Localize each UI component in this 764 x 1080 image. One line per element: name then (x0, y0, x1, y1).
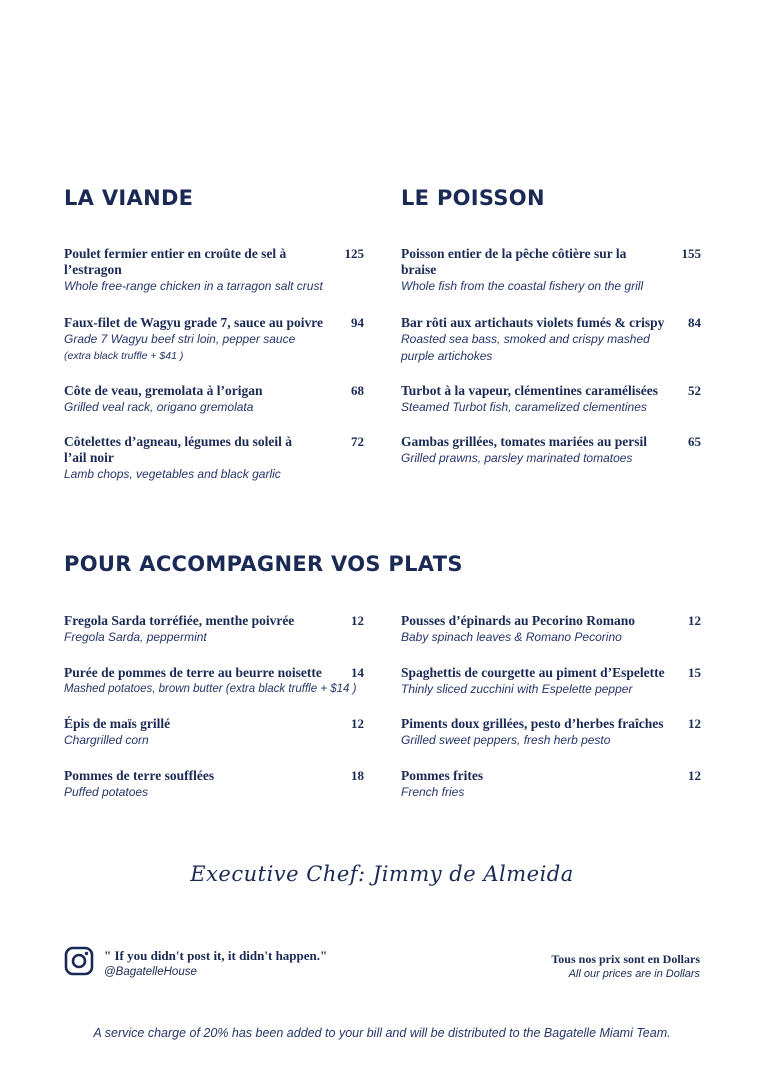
item-description: Thinly sliced zucchini with Espelette pepper (401, 682, 633, 696)
item-description: Fregola Sarda, peppermint (64, 630, 207, 644)
item-name: Bar rôti aux artichauts violets fumés & crispy (401, 315, 665, 330)
menu-item (401, 768, 701, 801)
item-price: 72 (351, 434, 364, 449)
instagram-handle[interactable]: @BagatelleHouse (104, 965, 197, 978)
item-price: 12 (351, 716, 364, 731)
instagram-block (64, 946, 327, 981)
item-description: Roasted sea bass, smoked and crispy mashed purple artichokes (401, 332, 650, 363)
menu-item (401, 716, 701, 749)
instagram-icon[interactable] (64, 946, 94, 981)
item-name: Faux-filet de Wagyu grade 7, sauce au poivre (64, 315, 323, 330)
item-name: Piments doux grillées, pesto d’herbes fraîches (401, 716, 664, 731)
item-price: 94 (351, 315, 364, 330)
menu-item (401, 613, 701, 646)
menu-item (64, 665, 364, 698)
section-title-viande: LA VIANDE (64, 186, 194, 210)
item-description: French fries (401, 785, 465, 799)
item-description: Puffed potatoes (64, 785, 149, 799)
item-description: Lamb chops, vegetables and black garlic (64, 467, 281, 481)
menu-item (64, 315, 364, 364)
item-name: Pousses d’épinards au Pecorino Romano (401, 613, 636, 628)
item-price: 15 (688, 665, 701, 680)
menu-item (401, 246, 701, 295)
item-description: Grilled veal rack, origano gremolata (64, 400, 254, 414)
prices-note (551, 952, 700, 981)
section-title-accompagner: POUR ACCOMPAGNER VOS PLATS (64, 552, 463, 576)
item-price: 52 (688, 383, 701, 398)
item-name: Pommes frites (401, 768, 484, 783)
item-name: Côte de veau, gremolata à l’origan (64, 383, 263, 398)
item-name: Pommes de terre soufflées (64, 768, 215, 783)
item-price: 68 (351, 383, 364, 398)
item-name: Poulet fermier entier en croûte de sel à l’estragon (64, 246, 287, 277)
item-description: Baby spinach leaves & Romano Pecorino (401, 630, 622, 644)
item-extra: (extra black truffle + $41 ) (64, 350, 184, 362)
item-name: Épis de maïs grillé (64, 716, 171, 731)
item-price: 84 (688, 315, 701, 330)
item-description: Chargrilled corn (64, 733, 149, 747)
item-name: Turbot à la vapeur, clémentines caramélisées (401, 383, 658, 398)
prices-note-en: All our prices are in Dollars (568, 968, 700, 980)
menu-item (64, 383, 364, 416)
menu-item (401, 665, 701, 698)
item-name: Côtelettes d’agneau, légumes du soleil à l’ail noir (64, 434, 292, 465)
instagram-quote: " If you didn't post it, it didn't happen." (104, 947, 328, 963)
menu-item (64, 716, 364, 749)
item-name: Purée de pommes de terre au beurre noisette (64, 665, 322, 680)
item-name: Poisson entier de la pêche côtière sur la braise (401, 246, 627, 277)
item-price: 12 (688, 768, 701, 783)
menu-item (401, 383, 701, 416)
item-description: Whole fish from the coastal fishery on the grill (401, 279, 644, 293)
item-price: 14 (351, 665, 364, 680)
menu-item (64, 434, 364, 483)
service-charge-note: A service charge of 20% has been added to your bill and will be distributed to the Bagatelle Miami Team. (93, 1026, 671, 1040)
item-name: Fregola Sarda torréfiée, menthe poivrée (64, 613, 295, 628)
menu-item (64, 613, 364, 646)
item-description: Steamed Turbot fish, caramelized clementines (401, 400, 647, 414)
item-price: 12 (688, 613, 701, 628)
menu-item (64, 768, 364, 801)
item-description: Grade 7 Wagyu beef stri loin, pepper sauce (64, 332, 296, 346)
item-description: Whole free-range chicken in a tarragon salt crust (64, 279, 323, 293)
item-price: 155 (681, 246, 701, 261)
menu-item (401, 315, 701, 365)
item-name: Spaghettis de courgette au piment d’Espelette (401, 665, 665, 680)
item-description: Grilled sweet peppers, fresh herb pesto (401, 733, 611, 747)
item-name: Gambas grillées, tomates mariées au persil (401, 434, 647, 449)
menu-item (401, 434, 701, 467)
section-title-poisson: LE POISSON (401, 186, 545, 210)
item-price: 12 (351, 613, 364, 628)
item-price: 125 (344, 246, 364, 261)
item-price: 12 (688, 716, 701, 731)
item-price: 65 (688, 434, 701, 449)
chef-signature: Executive Chef: Jimmy de Almeida (190, 862, 574, 886)
menu-item (64, 246, 364, 295)
prices-note-fr: Tous nos prix sont en Dollars (551, 952, 700, 966)
item-description: Grilled prawns, parsley marinated tomatoes (401, 451, 633, 465)
item-price: 18 (351, 768, 364, 783)
item-description: Mashed potatoes, brown butter (extra black truffle + $14 ) (64, 683, 357, 695)
